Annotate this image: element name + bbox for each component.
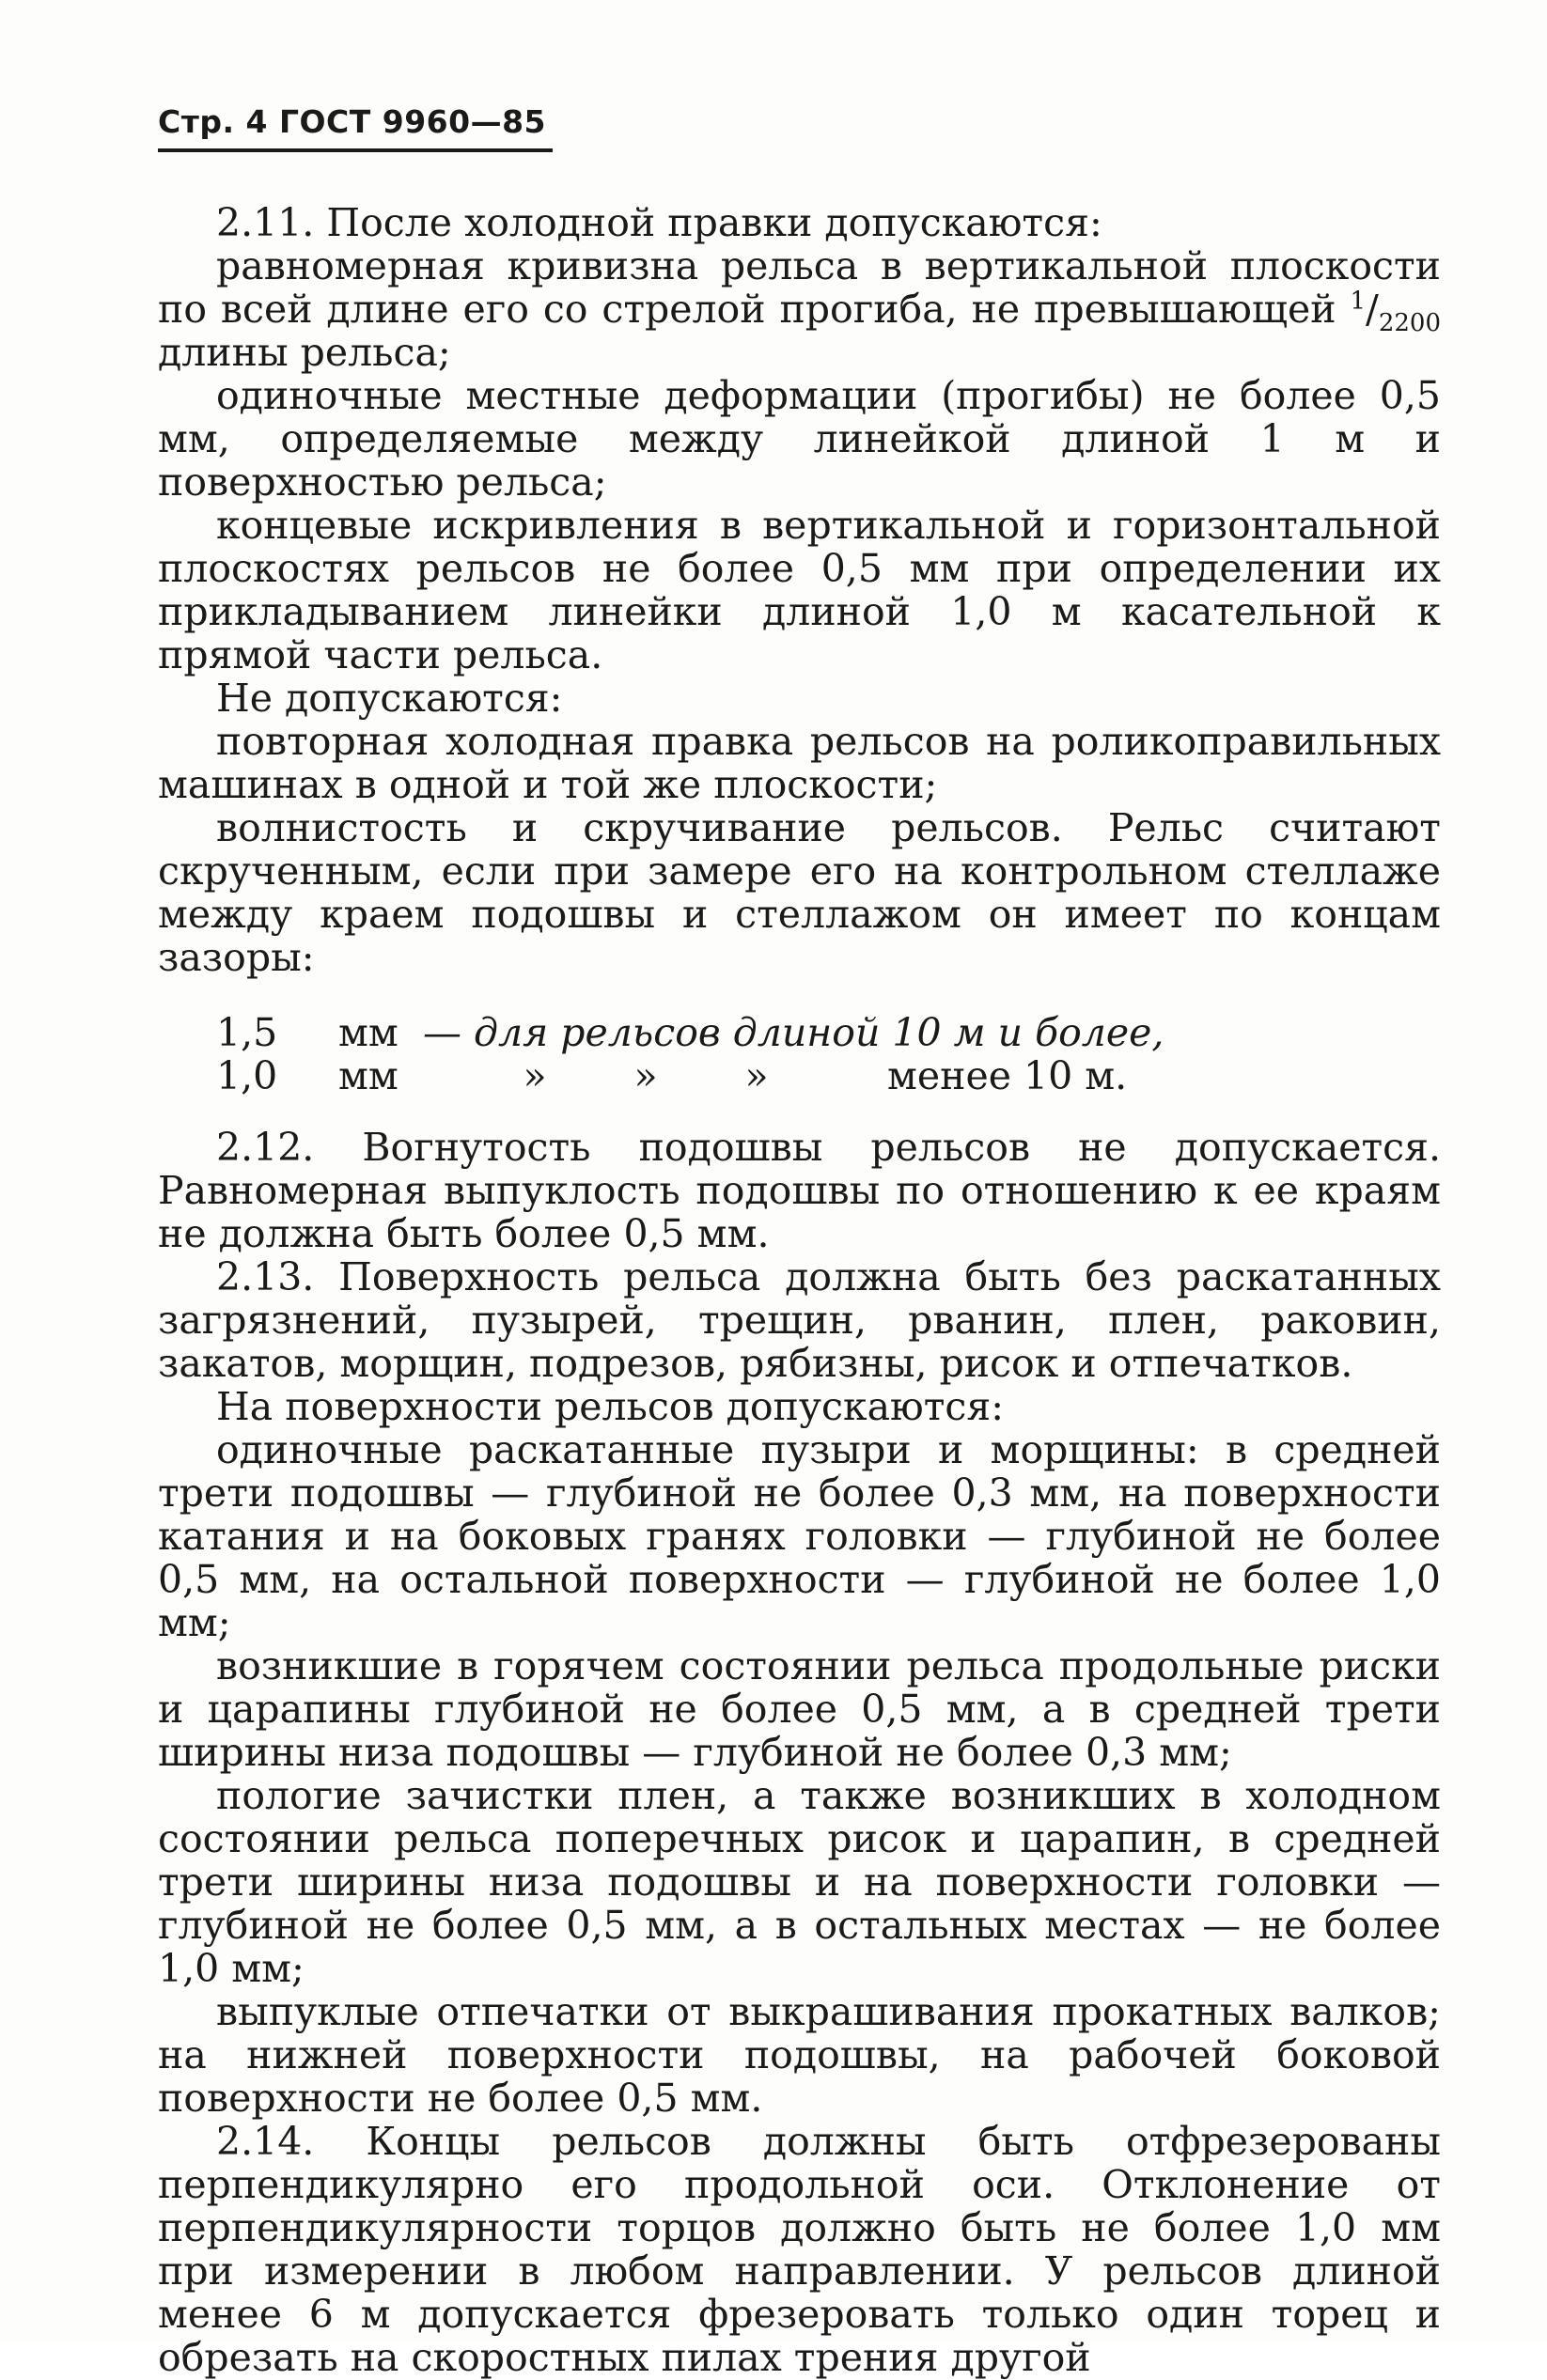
- fraction-numerator: 1: [1350, 287, 1366, 316]
- header-rule: [158, 148, 553, 152]
- gap-row: [216, 1054, 1441, 1097]
- curvature-text-pre: равномерная кривизна рельса в вертикальной плоскости по всей длине его со стрелой прогиба, не превышающей: [158, 243, 1441, 332]
- gap-unit: мм: [338, 1010, 398, 1055]
- document-body: [158, 201, 1441, 2379]
- clause-2-11: 2.11. После холодной правки допускаются:: [216, 200, 1102, 245]
- curvature-text-post: длины рельса;: [158, 330, 451, 375]
- gap-value: 1,5: [216, 1010, 278, 1055]
- gap-condition: — для рельсов длиной 10 м и более,: [423, 1010, 1164, 1055]
- clause-2-11-item-end-bends: концевые искривления в вертикальной и горизонтальной плоскостях рельсов не более 0,5 мм при определении их прикладыванием линейки длиной 1,0 м касательной к прямой части рельса.: [158, 503, 1441, 677]
- clause-2-13-item-scratches: возникшие в горячем состоянии рельса продольные риски и царапины глубиной не более 0,5 мм, а в средней трети ширины низа подошвы — глубиной не более 0,3 мм;: [158, 1643, 1441, 1775]
- clause-2-14: 2.14. Концы рельсов должны быть отфрезерованы перпендикулярно его продольной оси. Отклонение от перпендикулярности торцов должно быть не более 1,0 мм при измерении в любом направлении. У рельсов длиной менее 6 м допускается фрезеровать только один торец и обрезать на скоростных пилах трения другой: [158, 2119, 1441, 2380]
- gap-table: [216, 1011, 1441, 1097]
- clause-2-11-item-repeated-straightening: повторная холодная правка рельсов на роликоправильных машинах в одной и той же плоскости;: [158, 719, 1441, 807]
- clause-2-11-item-waviness: волнистость и скручивание рельсов. Рельс считают скрученным, если при замере его на контрольном стеллаже между краем подошвы и стеллажом он имеет по концам зазоры:: [158, 805, 1441, 980]
- ditto-mark: »: [633, 1053, 658, 1098]
- clause-2-13-item-imprints: выпуклые отпечатки от выкрашивания прокатных валков; на нижней поверхности подошвы, на рабочей боковой поверхности не более 0,5 мм.: [158, 1989, 1441, 2121]
- clause-2-13: 2.13. Поверхность рельса должна быть без раскатанных загрязнений, пузырей, трещин, рванин, плен, раковин, закатов, морщин, подрезов, рябизны, рисок и отпечатков.: [158, 1254, 1441, 1386]
- fraction-denominator: 2200: [1378, 309, 1441, 338]
- clause-2-11-item-local-deformation: одиночные местные деформации (прогибы) не более 0,5 мм, определяемые между линейкой длиной 1 м и поверхностью рельса;: [158, 373, 1441, 505]
- fraction-1-2200: $^1/_{2200}$: [1350, 287, 1441, 338]
- clause-2-11-item-curvature: [158, 244, 1441, 374]
- gap-row: [216, 1011, 1441, 1054]
- header-text: Стр. 4 ГОСТ 9960—85: [158, 103, 547, 140]
- gap-unit: мм: [338, 1053, 398, 1098]
- clause-2-11-not-allowed: Не допускаются:: [216, 676, 563, 721]
- gap-value: 1,0: [216, 1053, 278, 1098]
- ditto-mark: »: [744, 1053, 769, 1098]
- clause-2-13-item-cleanups: пологие зачистки плен, а также возникших в холодном состоянии рельса поперечных рисок и царапин, в средней трети ширины низа подошвы и на поверхности головки — глубиной не более 0,5 мм, а в остальных местах — не более 1,0 мм;: [158, 1773, 1441, 1991]
- clause-2-13-item-blisters: одиночные раскатанные пузыри и морщины: в средней трети подошвы — глубиной не более 0,3 мм, на поверхности катания и на боковых гранях головки — глубиной не более 0,5 мм, на остальной поверхности — глубиной не более 1,0 мм;: [158, 1427, 1441, 1645]
- clause-2-12: 2.12. Вогнутость подошвы рельсов не допускается. Равномерная выпуклость подошвы по отношению к ее краям не должна быть более 0,5 мм.: [158, 1125, 1441, 1256]
- page-header: [158, 101, 553, 143]
- ditto-mark: »: [523, 1053, 547, 1098]
- clause-2-13-allowed: На поверхности рельсов допускаются:: [216, 1384, 1005, 1429]
- gap-condition: менее 10 м.: [887, 1053, 1128, 1098]
